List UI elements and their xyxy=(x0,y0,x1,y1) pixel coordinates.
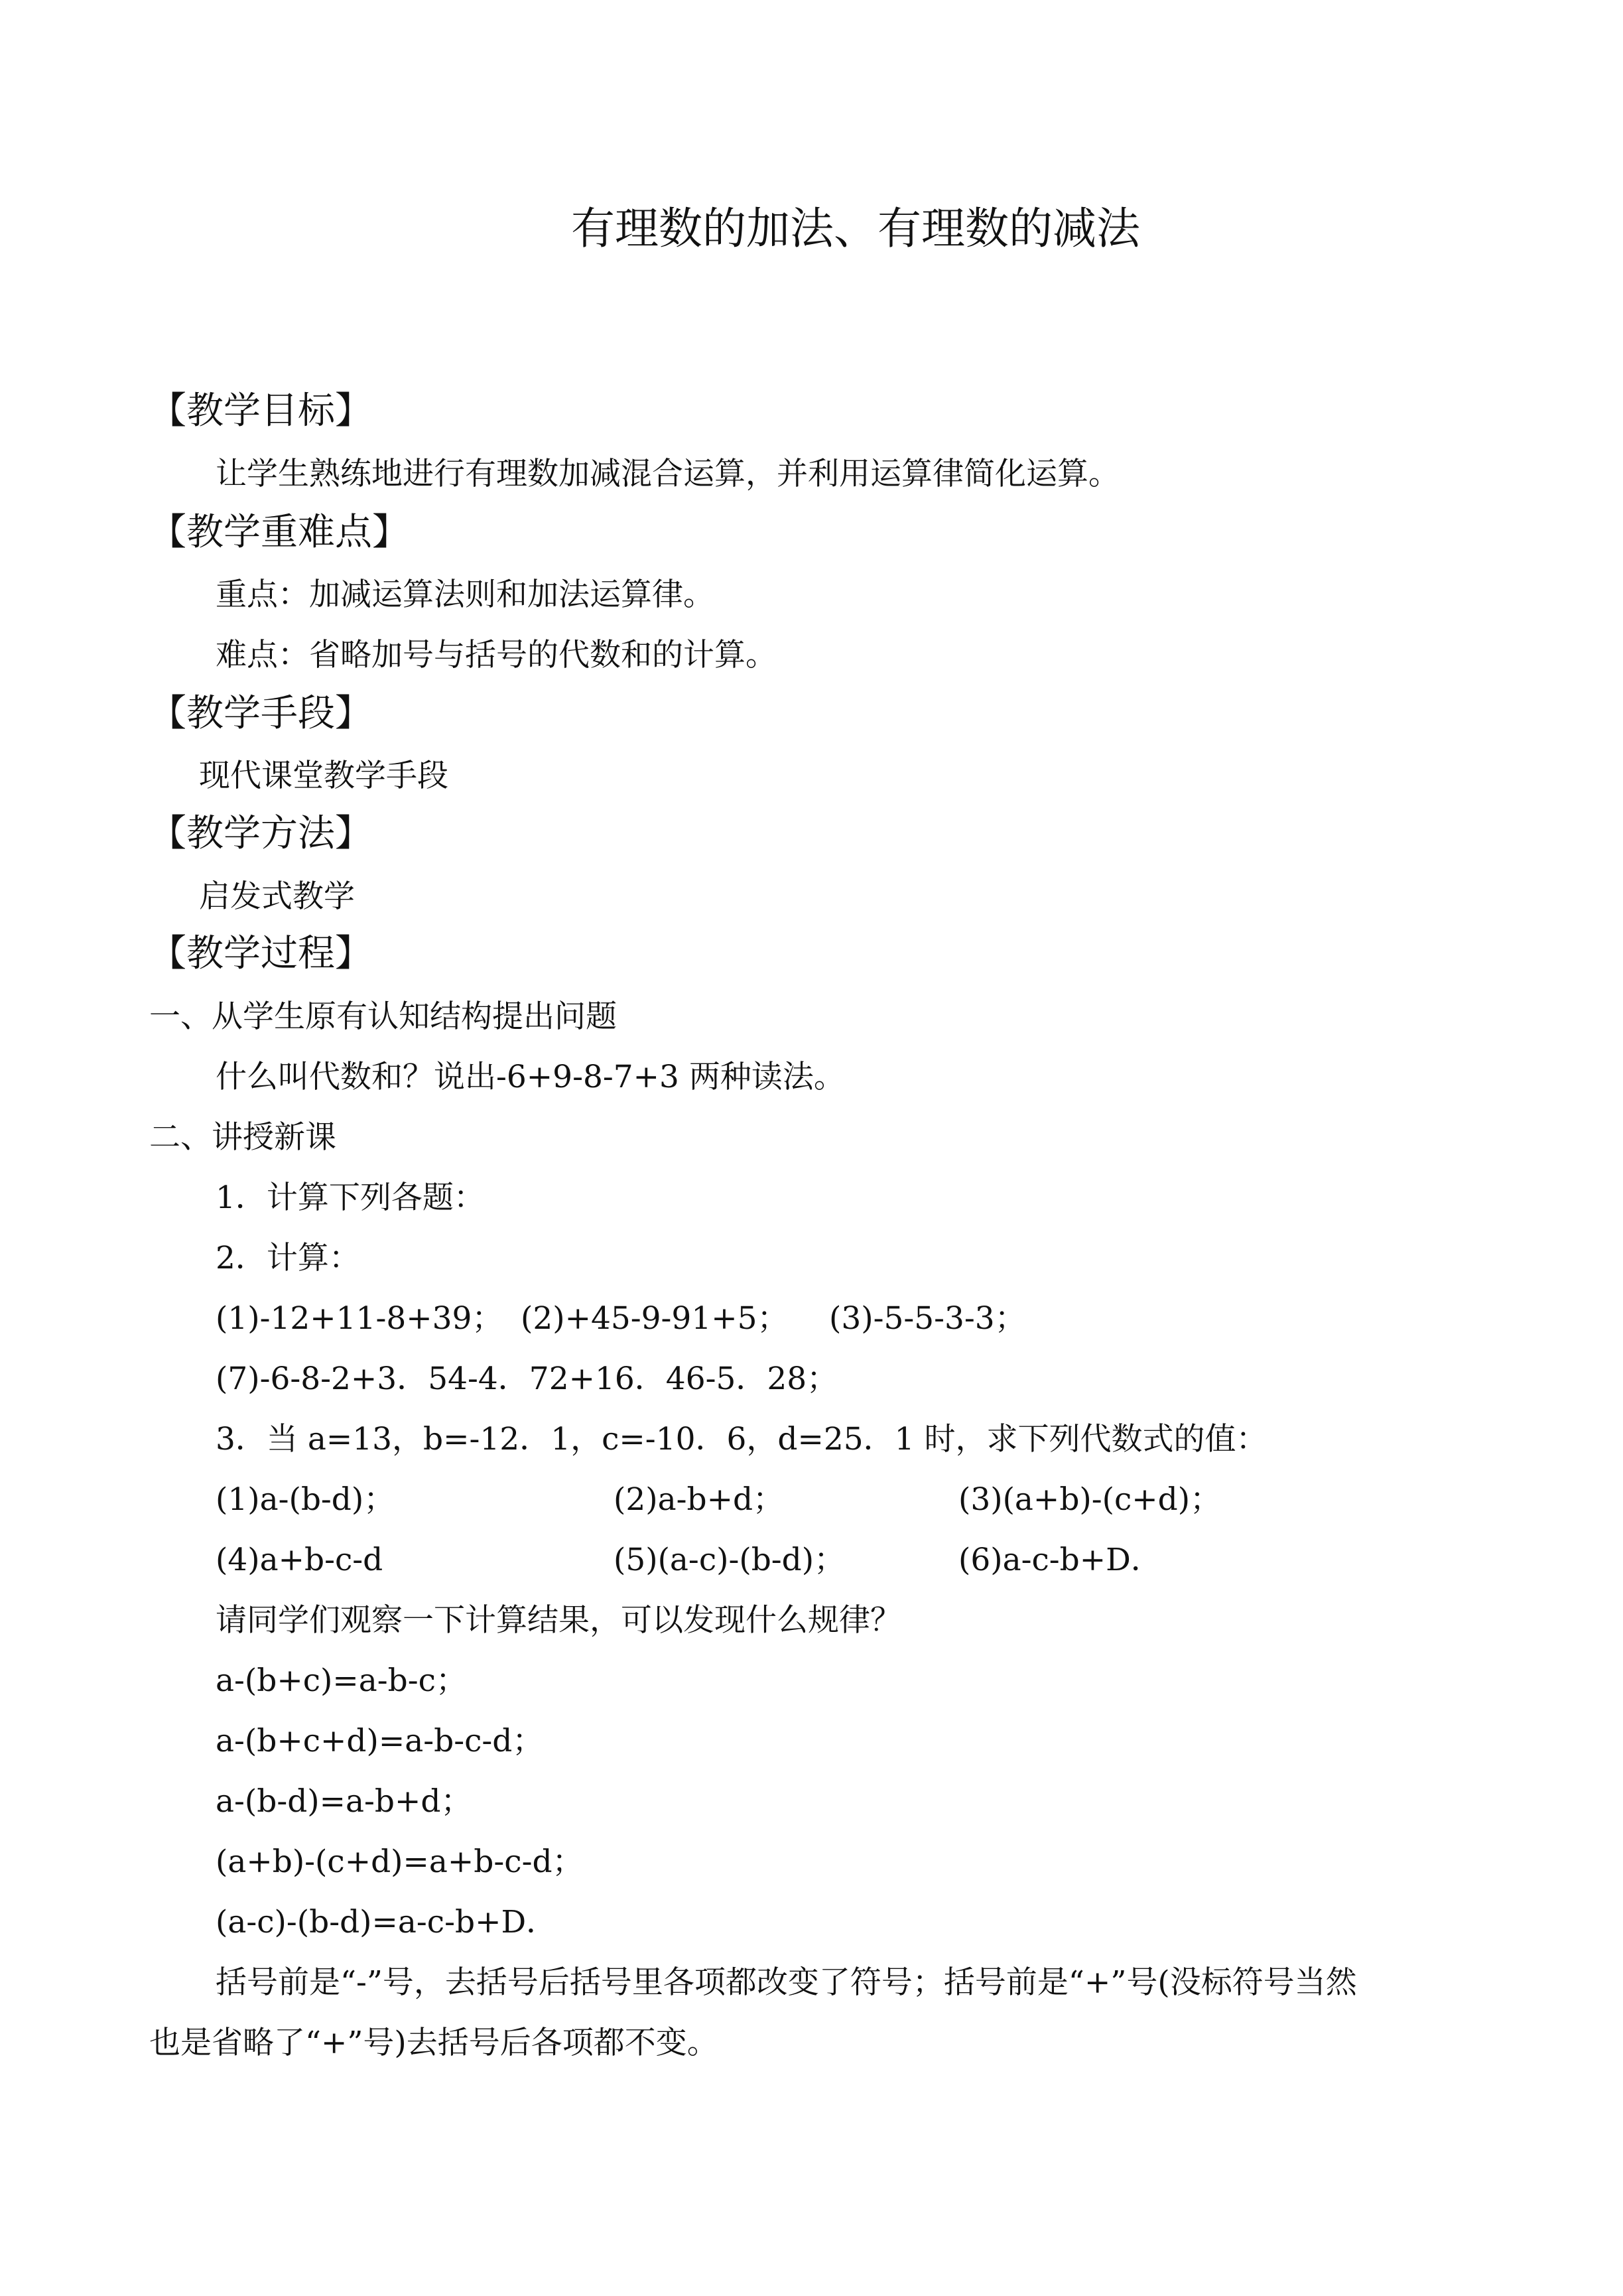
conclusion-line-1: 括号前是“-”号，去括号后括号里各项都改变了符号；括号前是“+”号(没标符号当然 xyxy=(216,1964,1357,2001)
exercise-1: 1．计算下列各题： xyxy=(216,1180,485,1216)
expression-6: (6)a-c-b+D． xyxy=(958,1542,1162,1578)
part1-title: 一、从学生原有认知结构提出问题 xyxy=(149,998,617,1035)
calc-2: (2)+45-9-91+5； xyxy=(521,1300,789,1337)
difficult-point-text: 难点：省略加号与括号的代数和的计算。 xyxy=(216,637,777,673)
rule-1: a-(b+c)=a-b-c； xyxy=(216,1662,467,1699)
calc-7: (7)-6-8-2+3．54-4．72+16．46-5．28； xyxy=(216,1361,838,1397)
rule-5: (a-c)-(b-d)=a-c-b+D． xyxy=(216,1904,558,1940)
rule-3: a-(b-d)=a-b+d； xyxy=(216,1783,472,1820)
expression-5: (5)(a-c)-(b-d)； xyxy=(614,1542,846,1578)
calc-1: (1)-12+11-8+39； xyxy=(216,1300,503,1337)
expression-4: (4)a+b-c-d xyxy=(216,1542,383,1578)
expression-3: (3)(a+b)-(c+d)； xyxy=(958,1481,1222,1518)
expression-1: (1)a-(b-d)； xyxy=(216,1481,395,1518)
observe-prompt: 请同学们观察一下计算结果，可以发现什么规律？ xyxy=(216,1602,901,1639)
means-heading: 【教学手段】 xyxy=(149,692,372,735)
exercise-2: 2．计算： xyxy=(216,1240,360,1276)
rule-4: (a+b)-(c+d)=a+b-c-d； xyxy=(216,1844,584,1880)
method-heading: 【教学方法】 xyxy=(149,812,372,855)
part1-question: 什么叫代数和？说出-6+9-8-7+3 两种读法。 xyxy=(216,1059,845,1095)
conclusion-line-2: 也是省略了“+”号)去括号后各项都不变。 xyxy=(149,2025,718,2061)
part2-title: 二、讲授新课 xyxy=(149,1119,336,1156)
expression-2: (2)a-b+d； xyxy=(614,1481,785,1518)
exercise-3: 3．当 a=13，b=-12．1，c=-10．6，d=25．1 时，求下列代数式的值： xyxy=(216,1421,1267,1457)
means-text: 现代课堂教学手段 xyxy=(199,758,448,794)
objectives-text: 让学生熟练地进行有理数加减混合运算，并利用运算律简化运算。 xyxy=(216,456,1120,492)
key-point-text: 重点：加减运算法则和加法运算律。 xyxy=(216,576,714,613)
process-heading: 【教学过程】 xyxy=(149,932,372,975)
objectives-heading: 【教学目标】 xyxy=(149,389,372,433)
rule-2: a-(b+c+d)=a-b-c-d； xyxy=(216,1723,544,1759)
page-title: 有理数的加法、有理数的减法 xyxy=(571,203,1140,254)
key-points-heading: 【教学重难点】 xyxy=(149,511,409,554)
calc-3: (3)-5-5-3-3； xyxy=(829,1300,1026,1337)
method-text: 启发式教学 xyxy=(199,878,355,915)
